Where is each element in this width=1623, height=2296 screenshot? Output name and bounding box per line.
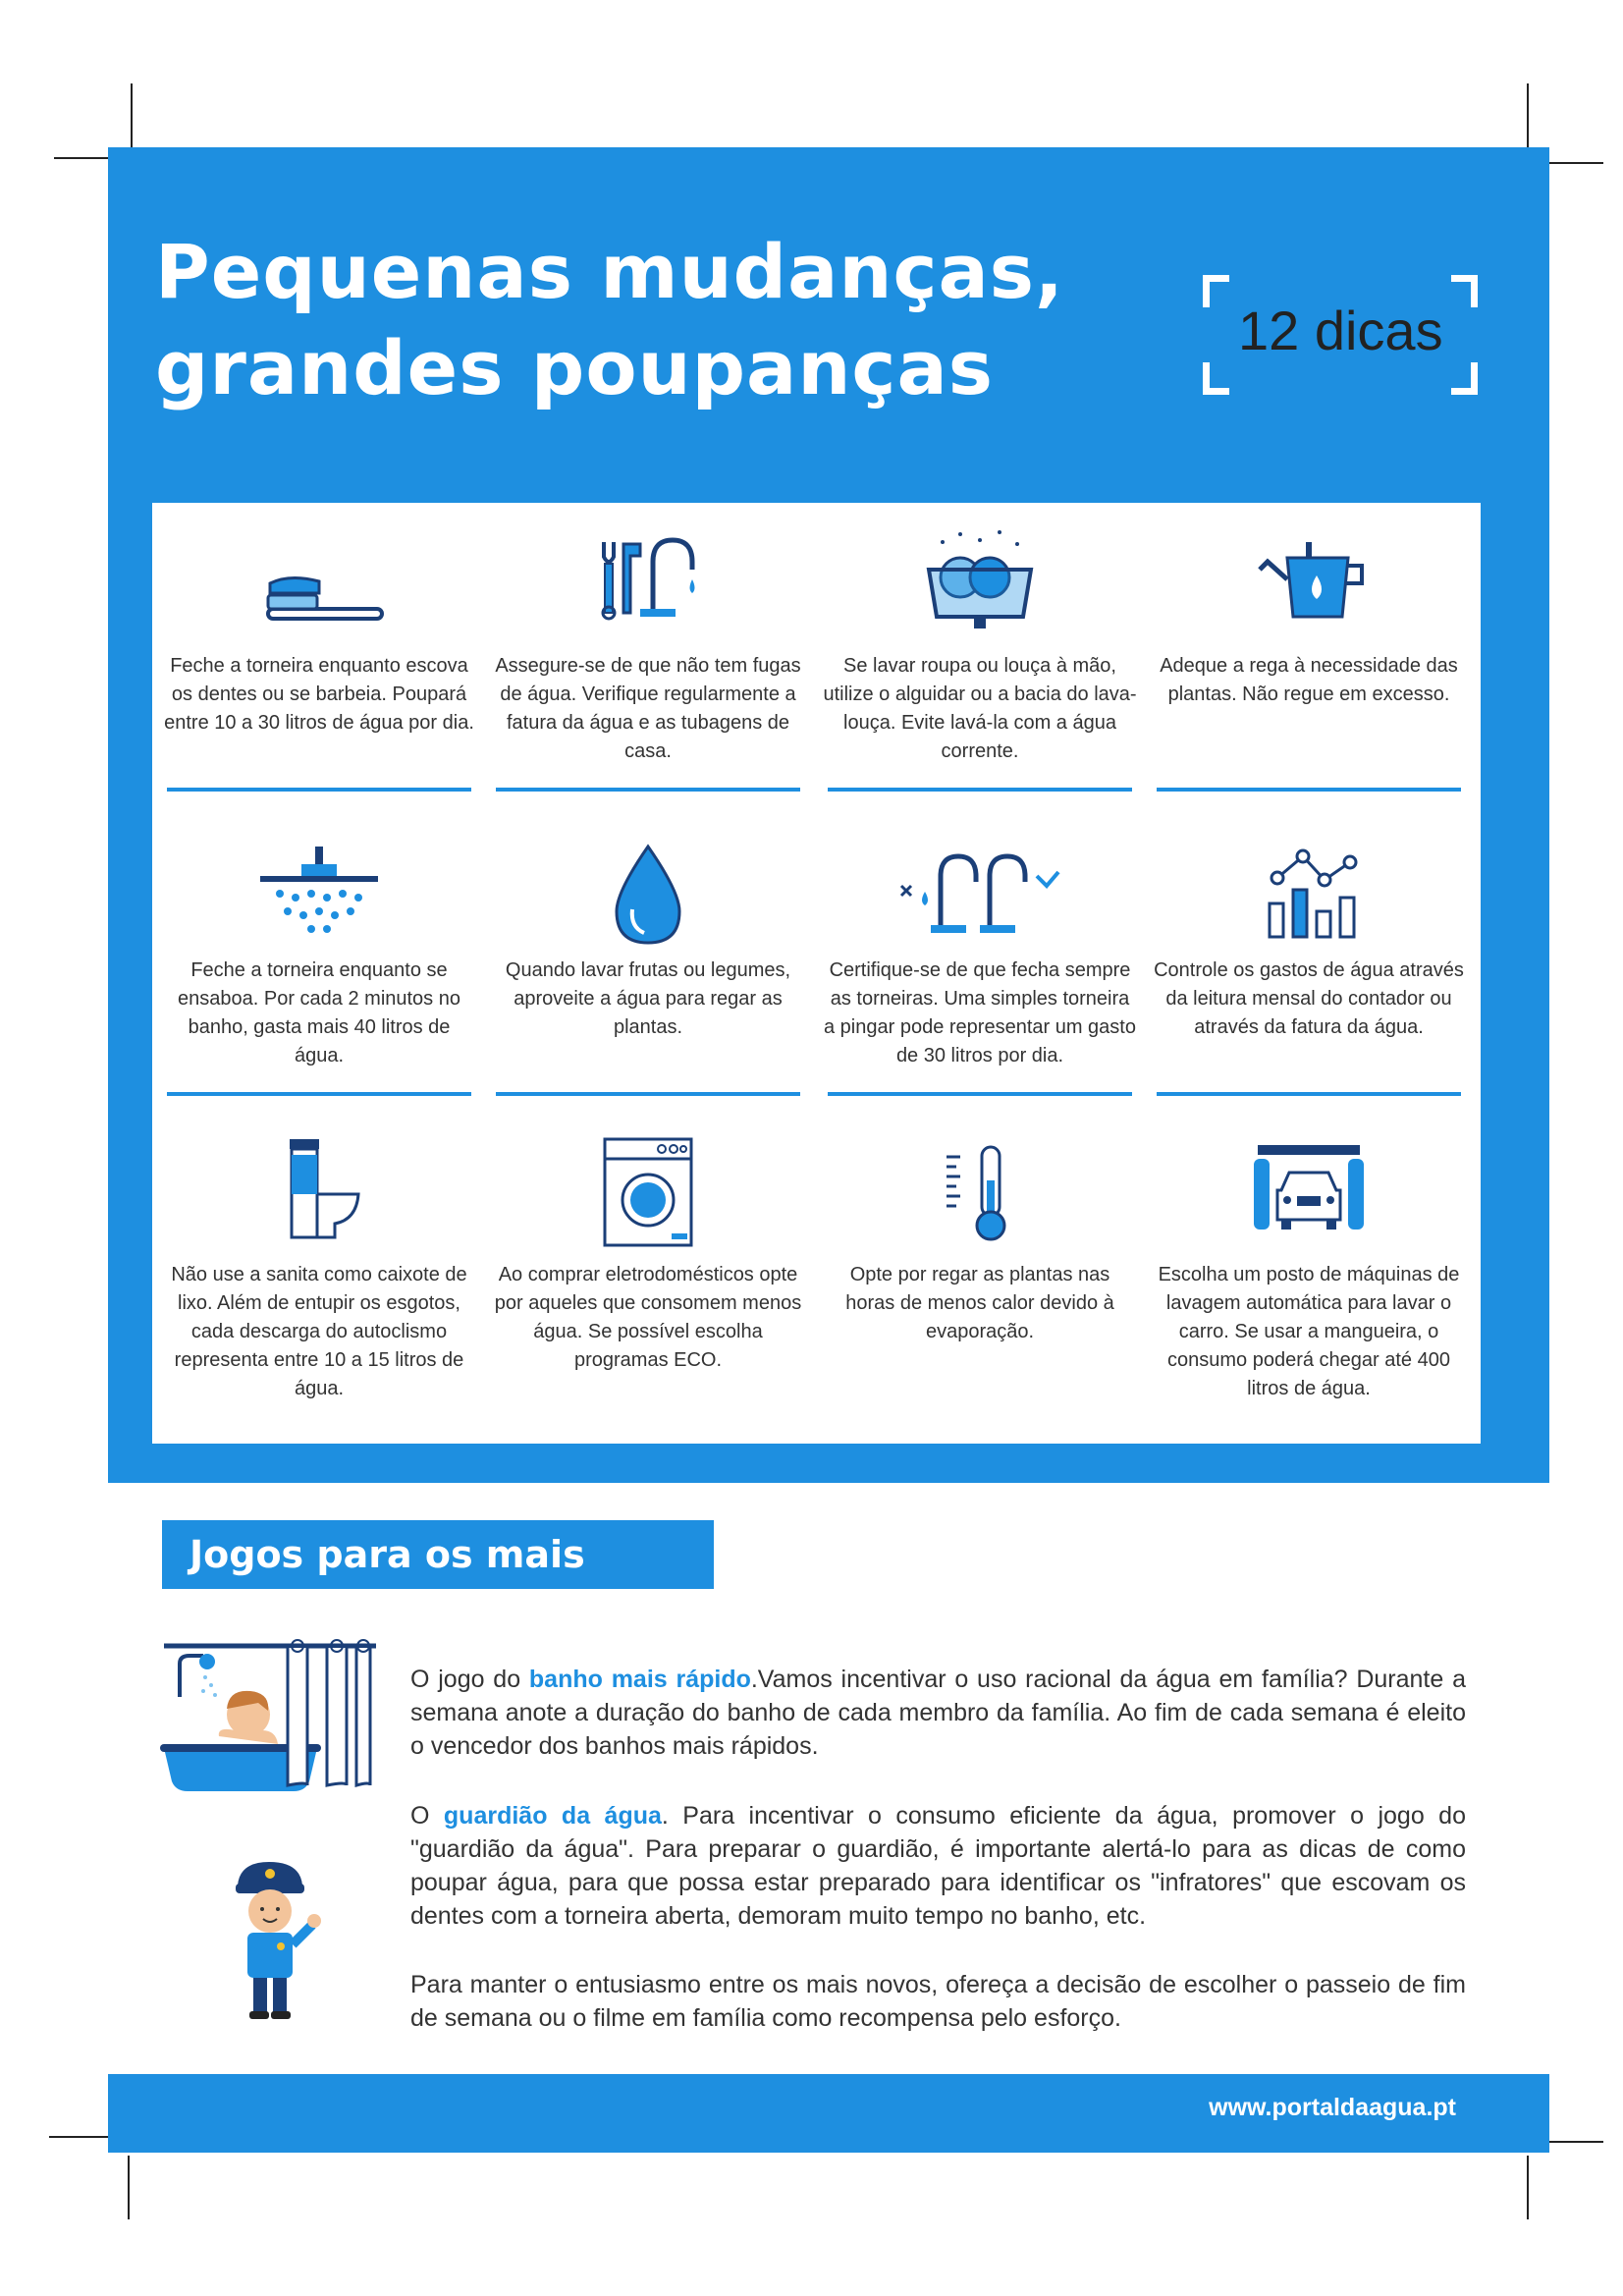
tip-text: Certifique-se de que fecha sempre as torneiras. Uma simples torneira a pingar pode representar um gasto de 30 litros por dia. bbox=[824, 959, 1136, 1066]
p2-rest: . Para incentivar o consumo eficiente da água, promover o jogo do "guardião da água". Para preparar o guardião, é importante alertá-lo para as dicas de como poupar água, para que possa estar preparado para identificar os "infratores" que escovam os dentes com a torneira aberta, demoram muito tempo no banho, etc. bbox=[410, 1802, 1466, 1930]
title-line-1: Pequenas mudanças, bbox=[155, 228, 1064, 315]
tip-text: Quando lavar frutas ou legumes, aproveite a água para regar as plantas. bbox=[505, 959, 791, 1038]
tip-text: Não use a sanita como caixote de lixo. Além de entupir os esgotos, cada descarga do autoclismo representa entre 10 a 15 litros de água. bbox=[171, 1264, 467, 1399]
tip-divider bbox=[828, 1092, 1132, 1096]
page-title bbox=[155, 224, 1064, 416]
watering-can-icon bbox=[1152, 522, 1466, 650]
tip-divider bbox=[1157, 1092, 1461, 1096]
p2-prefix: O bbox=[410, 1802, 444, 1830]
crop-mark bbox=[1549, 2141, 1603, 2143]
website-link[interactable]: www.portaldaagua.pt bbox=[1209, 2094, 1456, 2121]
p1-prefix: O jogo do bbox=[410, 1666, 529, 1693]
tip-divider bbox=[1157, 788, 1461, 792]
two-faucets-icon bbox=[823, 837, 1137, 964]
p2-highlight: guardião da água bbox=[443, 1802, 662, 1830]
tip-divider bbox=[496, 1092, 800, 1096]
tip-text: Feche a torneira enquanto se ensaboa. Por cada 2 minutos no banho, gasta mais 40 litros de água. bbox=[178, 959, 460, 1066]
paragraph-reward: Para manter o entusiasmo entre os mais novos, ofereça a decisão de escolher o passeio de fim de semana ou o filme em família como recompensa pelo esforço. bbox=[410, 1971, 1466, 2032]
water-drop-icon bbox=[491, 837, 805, 964]
car-wash-icon bbox=[1152, 1131, 1466, 1259]
tip-text: Se lavar roupa ou louça à mão, utilize o alguidar ou a bacia do lava-louça. Evite lavá-la com a água corrente. bbox=[823, 655, 1137, 762]
thermometer-icon bbox=[823, 1131, 1137, 1259]
tip-text: Opte por regar as plantas nas horas de menos calor devido à evaporação. bbox=[845, 1264, 1114, 1342]
tip-text: Controle os gastos de água através da leitura mensal do contador ou através da fatura da água. bbox=[1154, 959, 1464, 1038]
toothbrush-icon bbox=[162, 522, 476, 650]
tip-divider bbox=[828, 788, 1132, 792]
shower-icon bbox=[162, 837, 476, 964]
games-section-title: Jogos para os mais novos bbox=[162, 1520, 714, 1589]
crop-mark bbox=[1549, 162, 1603, 164]
bath-illustration bbox=[160, 1638, 381, 1805]
crop-mark bbox=[49, 2136, 108, 2138]
tips-count-badge bbox=[1203, 275, 1478, 395]
crop-mark bbox=[131, 83, 133, 147]
police-boy-illustration bbox=[224, 1856, 332, 2023]
tip-text: Assegure-se de que não tem fugas de água. Verifique regularmente a fatura da água e as tubagens de casa. bbox=[495, 655, 801, 762]
p1-highlight: banho mais rápido bbox=[528, 1666, 751, 1693]
tip-divider bbox=[496, 788, 800, 792]
basin-dishes-icon bbox=[823, 522, 1137, 650]
tip-text: Adeque a rega à necessidade das plantas. Não regue em excesso. bbox=[1160, 655, 1458, 705]
toilet-icon bbox=[162, 1131, 476, 1259]
washing-machine-icon bbox=[491, 1131, 805, 1259]
tools-faucet-icon bbox=[491, 522, 805, 650]
crop-mark bbox=[128, 2156, 130, 2219]
title-line-2: grandes poupanças bbox=[155, 324, 995, 411]
tip-text: Feche a torneira enquanto escova os dentes ou se barbeia. Poupará entre 10 a 30 litros de água por dia. bbox=[164, 655, 474, 734]
paragraph-fast-shower-game bbox=[410, 1663, 1466, 1763]
crop-mark bbox=[1527, 2156, 1529, 2219]
tips-panel bbox=[152, 503, 1481, 1444]
chart-icon bbox=[1152, 837, 1466, 964]
crop-mark bbox=[1527, 83, 1529, 147]
tip-text: Ao comprar eletrodomésticos opte por aqueles que consomem menos água. Se possível escolha programas ECO. bbox=[494, 1264, 802, 1371]
tip-text: Escolha um posto de máquinas de lavagem automática para lavar o carro. Se usar a mangueira, o consumo poderá chegar até 400 litros de água. bbox=[1158, 1264, 1460, 1399]
crop-mark bbox=[54, 157, 108, 159]
tip-divider bbox=[167, 788, 471, 792]
tips-count-label: 12 dicas bbox=[1238, 300, 1443, 361]
paragraph-water-guardian-game bbox=[410, 1799, 1466, 1933]
p1-rest: .Vamos incentivar o uso racional da água em família? Durante a semana anote a duração do banho de cada membro da família. Ao fim de cada semana é eleito o vencedor dos banhos mais rápidos. bbox=[410, 1666, 1466, 1760]
tip-divider bbox=[167, 1092, 471, 1096]
